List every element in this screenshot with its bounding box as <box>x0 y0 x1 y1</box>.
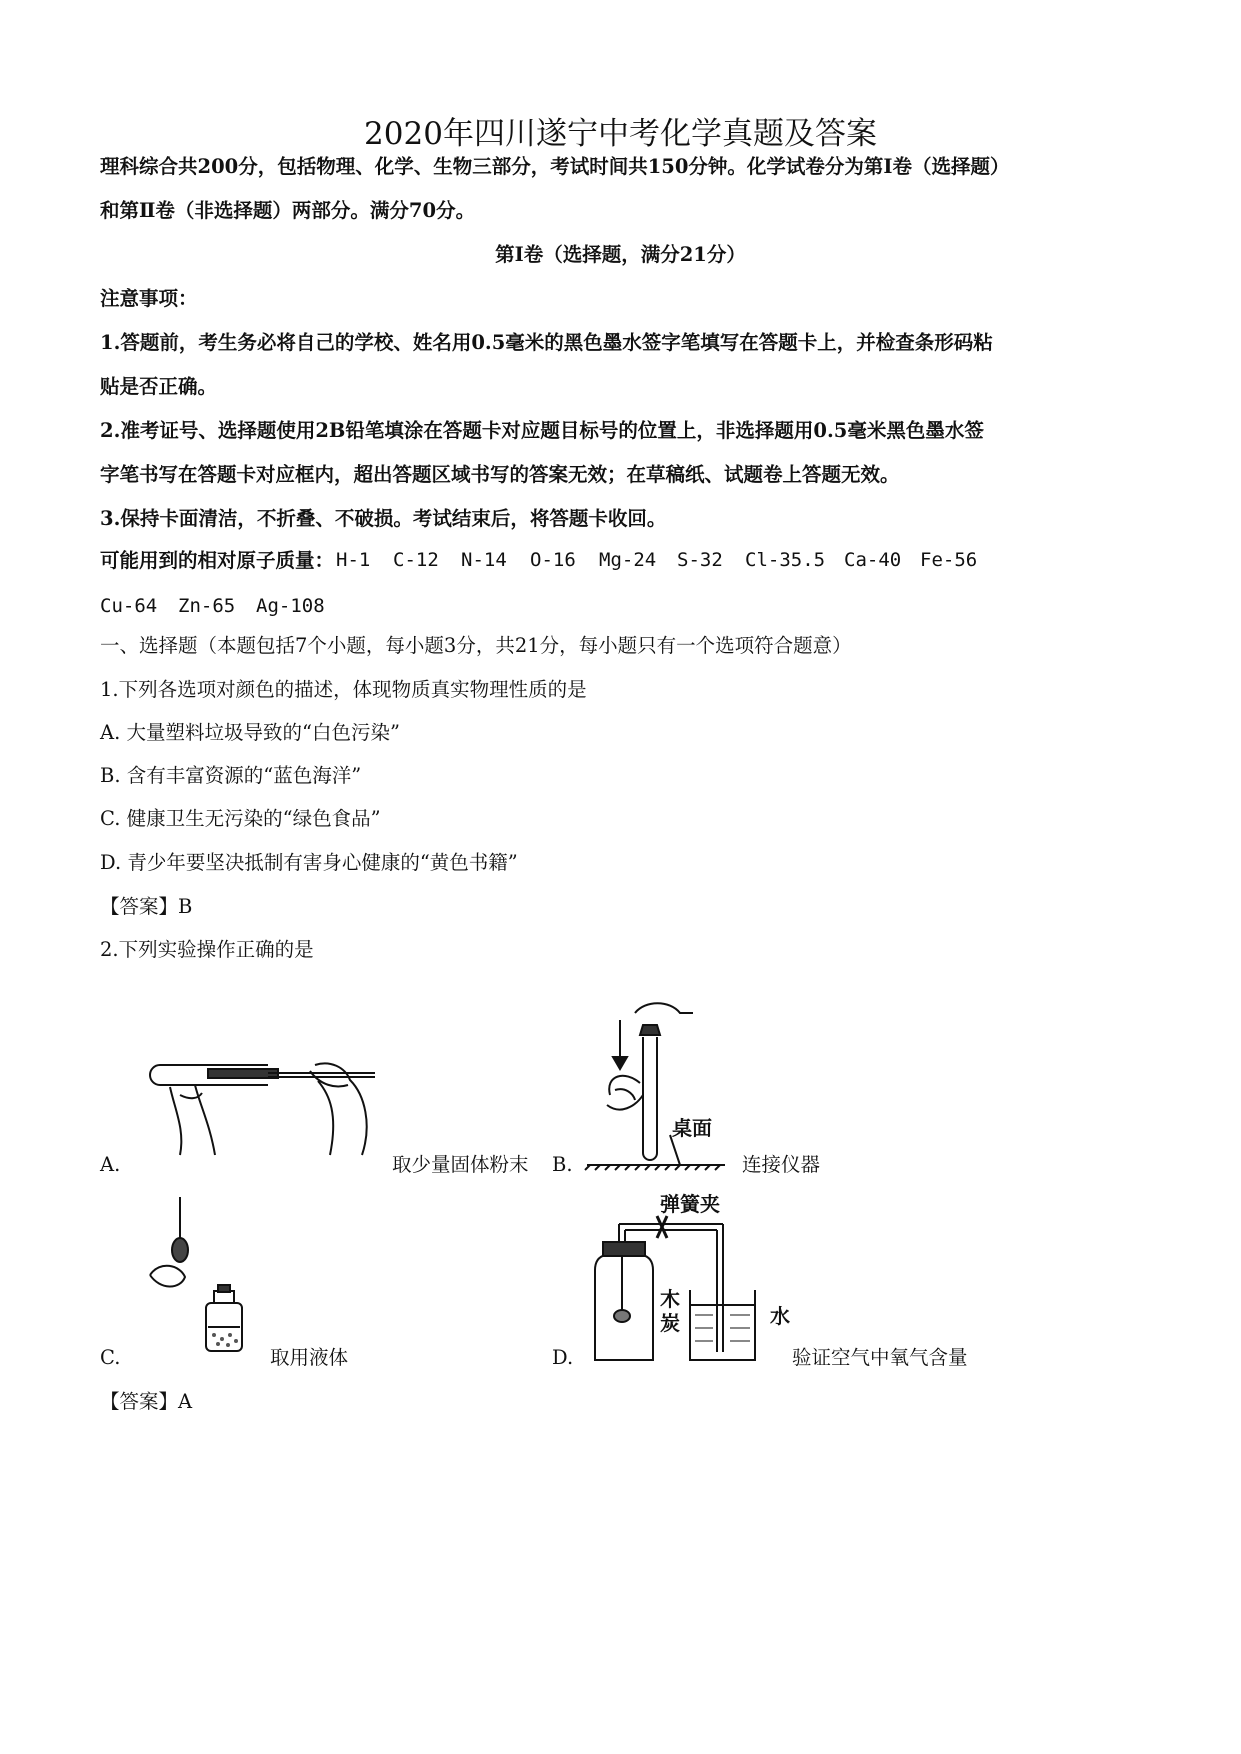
connect-apparatus-figure <box>585 995 735 1170</box>
q1-option-d: D. 青少年要坚决抵制有害身心健康的“黄色书籍” <box>100 851 518 874</box>
atomic-mass-cl: Cl-35.5 <box>745 549 826 571</box>
q2-option-c-letter: C. <box>100 1346 121 1369</box>
intro-line-1: 理科综合共200分，包括物理、化学、生物三部分，考试时间共150分钟。化学试卷分为第Ⅰ卷（选择题） <box>100 155 1010 178</box>
q1-option-a: A. 大量塑料垃圾导致的“白色污染” <box>100 721 400 744</box>
note-3: 3.保持卡面清洁，不折叠、不破损。考试结束后，将答题卡收回。 <box>100 507 667 530</box>
atomic-mass-label: 可能用到的相对原子质量： <box>100 549 335 572</box>
notes-heading: 注意事项： <box>100 287 198 310</box>
powder-test-tube-figure <box>140 1055 390 1165</box>
charcoal-label-1: 木 <box>660 1287 680 1311</box>
charcoal-label-2: 炭 <box>660 1311 680 1335</box>
q2-option-d-letter: D. <box>552 1346 574 1369</box>
note-2-line-1: 2.准考证号、选择题使用2B铅笔填涂在答题卡对应题目标号的位置上，非选择题用0.5毫米黑色墨水签 <box>100 419 984 442</box>
atomic-mass-h: H-1 <box>336 549 371 571</box>
q2-option-c-caption: 取用液体 <box>270 1346 349 1369</box>
section1-heading: 一、选择题（本题包括7个小题，每小题3分，共21分，每小题只有一个选项符合题意） <box>100 634 852 657</box>
atomic-mass-ag: Ag-108 <box>256 595 325 617</box>
q2-option-a-caption: 取少量固体粉末 <box>392 1153 529 1176</box>
take-liquid-figure <box>140 1195 260 1355</box>
note-2-line-2: 字笔书写在答题卡对应框内，超出答题区域书写的答案无效；在草稿纸、试题卷上答题无效。 <box>100 463 900 486</box>
atomic-mass-ca: Ca-40 <box>844 549 902 571</box>
q1-answer: 【答案】B <box>100 895 193 918</box>
q2-stem: 2.下列实验操作正确的是 <box>100 938 314 961</box>
atomic-mass-n: N-14 <box>461 549 507 571</box>
intro-line-2: 和第Ⅱ卷（非选择题）两部分。满分70分。 <box>100 199 476 222</box>
q1-option-c: C. 健康卫生无污染的“绿色食品” <box>100 807 381 830</box>
q2-option-d-caption: 验证空气中氧气含量 <box>792 1346 968 1369</box>
atomic-mass-o: O-16 <box>530 549 576 571</box>
desk-label: 桌面 <box>672 1116 712 1140</box>
atomic-mass-fe: Fe-56 <box>920 549 978 571</box>
page-title: 2020年四川遂宁中考化学真题及答案 <box>364 116 877 152</box>
q2-option-a-letter: A. <box>100 1153 121 1176</box>
water-label: 水 <box>770 1304 790 1328</box>
q2-option-b-letter: B. <box>552 1153 573 1176</box>
atomic-mass-s: S-32 <box>677 549 723 571</box>
part1-heading: 第Ⅰ卷（选择题，满分21分） <box>495 243 746 266</box>
note-1-line-2: 贴是否正确。 <box>100 375 218 398</box>
atomic-mass-mg: Mg-24 <box>599 549 657 571</box>
spring-clip-label: 弹簧夹 <box>660 1192 720 1216</box>
q2-option-b-caption: 连接仪器 <box>742 1153 821 1176</box>
q1-stem: 1.下列各选项对颜色的描述，体现物质真实物理性质的是 <box>100 678 587 701</box>
q1-option-b: B. 含有丰富资源的“蓝色海洋” <box>100 764 362 787</box>
atomic-mass-zn: Zn-65 <box>178 595 236 617</box>
note-1-line-1: 1.答题前，考生务必将自己的学校、姓名用0.5毫米的黑色墨水签字笔填写在答题卡上，并检查条形码粘 <box>100 331 993 354</box>
atomic-mass-cu: Cu-64 <box>100 595 158 617</box>
atomic-mass-c: C-12 <box>393 549 439 571</box>
q2-answer: 【答案】A <box>100 1390 193 1413</box>
